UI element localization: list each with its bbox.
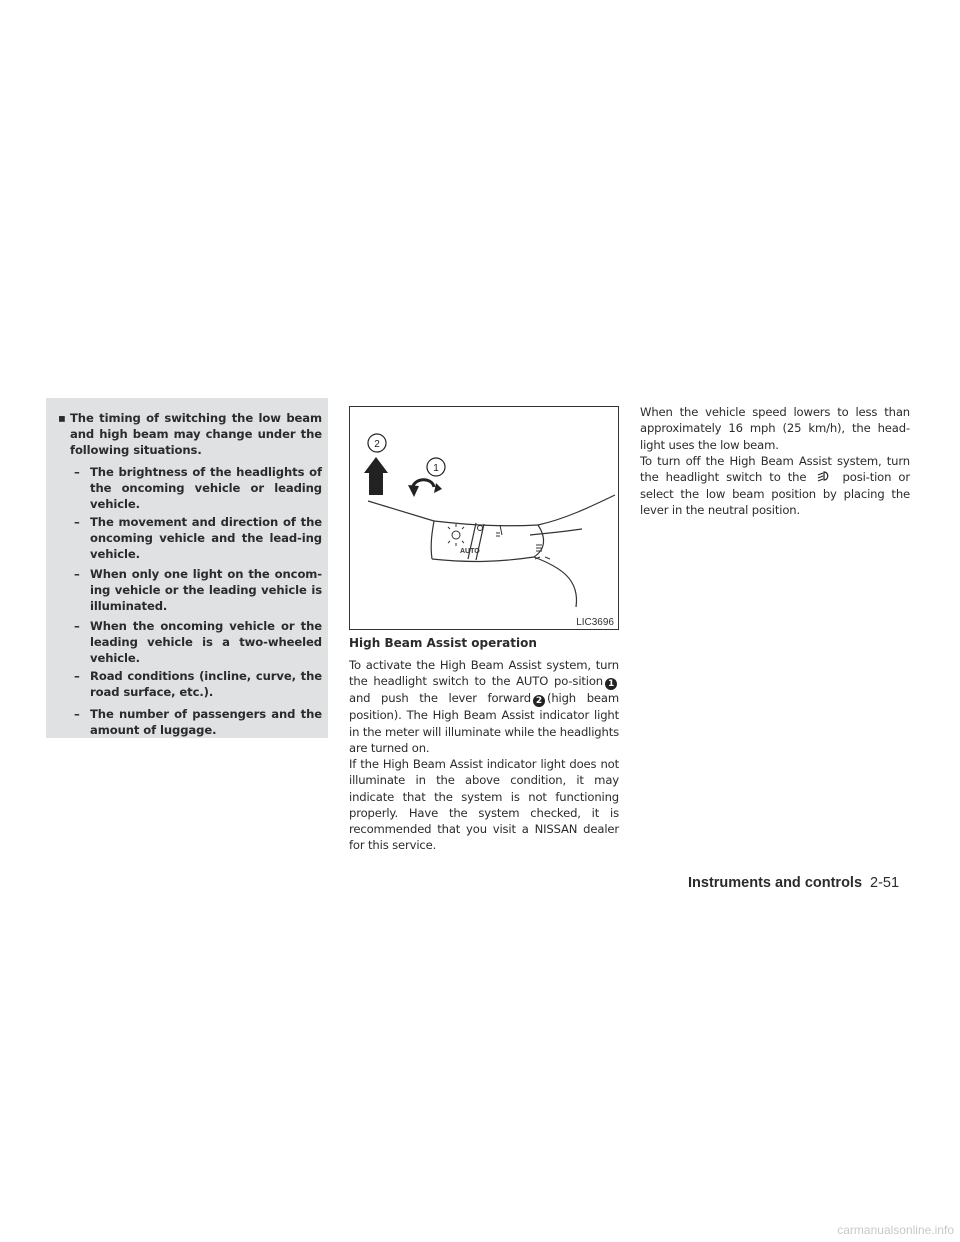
note-bullet-text: The timing of switching the low beam and high beam may change under the following situations. <box>70 411 322 457</box>
page-footer <box>688 875 899 891</box>
note-bullet <box>60 410 322 458</box>
callout-2-badge: 2 <box>533 695 545 707</box>
watermark: carmanualsonline.info <box>837 1223 954 1237</box>
speed-paragraph: When the vehicle speed lowers to less than approximately 16 mph (25 km/h), the head-light uses the low beam. <box>640 405 910 452</box>
turn-off-paragraph: To turn off the High Beam Assist system, turn the headlight switch to the posi-tion or select the low beam position by placing the lever in the neutral position. <box>640 454 910 517</box>
note-sub-item: – When the oncoming vehicle or the leading vehicle is a two-wheeled vehicle. <box>74 619 322 665</box>
push-forward-arrow-icon <box>364 457 388 495</box>
callout-1-badge: 1 <box>605 678 617 690</box>
note-sub-item: – The brightness of the headlights of the oncoming vehicle or leading vehicle. <box>74 465 322 511</box>
note-sub-item: – When only one light on the oncom-ing vehicle or the leading vehicle is illuminated. <box>74 567 322 613</box>
auto-label: AUTO <box>460 548 480 555</box>
note-sub-item: – Road conditions (incline, curve, the road surface, etc.). <box>74 669 322 699</box>
headlight-lever-illustration <box>350 407 618 629</box>
callout-2-number: 2 <box>374 439 380 450</box>
footer-section-title: Instruments and controls <box>688 875 863 891</box>
page-number: 2-51 <box>870 875 900 891</box>
note-sub-item: – The movement and direction of the oncoming vehicle and the lead-ing vehicle. <box>74 515 322 561</box>
activation-paragraph: To activate the High Beam Assist system, turn the headlight switch to the AUTO po-sition 1and push the lever forward 2 (high beam position). The High Beam Assist indicator light in the meter will illuminate while the headlights are turned on. <box>349 658 619 755</box>
rotate-arrow-icon <box>408 480 442 497</box>
section-heading: High Beam Assist operation <box>349 636 537 650</box>
bullet-icon: ▪ <box>58 411 66 425</box>
figure-code: LIC3696 <box>576 617 614 628</box>
note-sub-item: – The number of passengers and the amount of luggage. <box>74 707 322 737</box>
callout-1-number: 1 <box>433 463 439 474</box>
indicator-paragraph: If the High Beam Assist indicator light does not illuminate in the above condition, it may indicate that the system is not functioning properly. Have the system checked, it is recommended that you visit a NISSAN dealer for this service. <box>349 757 619 853</box>
headlight-lever-figure <box>349 406 619 630</box>
low-beam-icon <box>815 470 833 482</box>
